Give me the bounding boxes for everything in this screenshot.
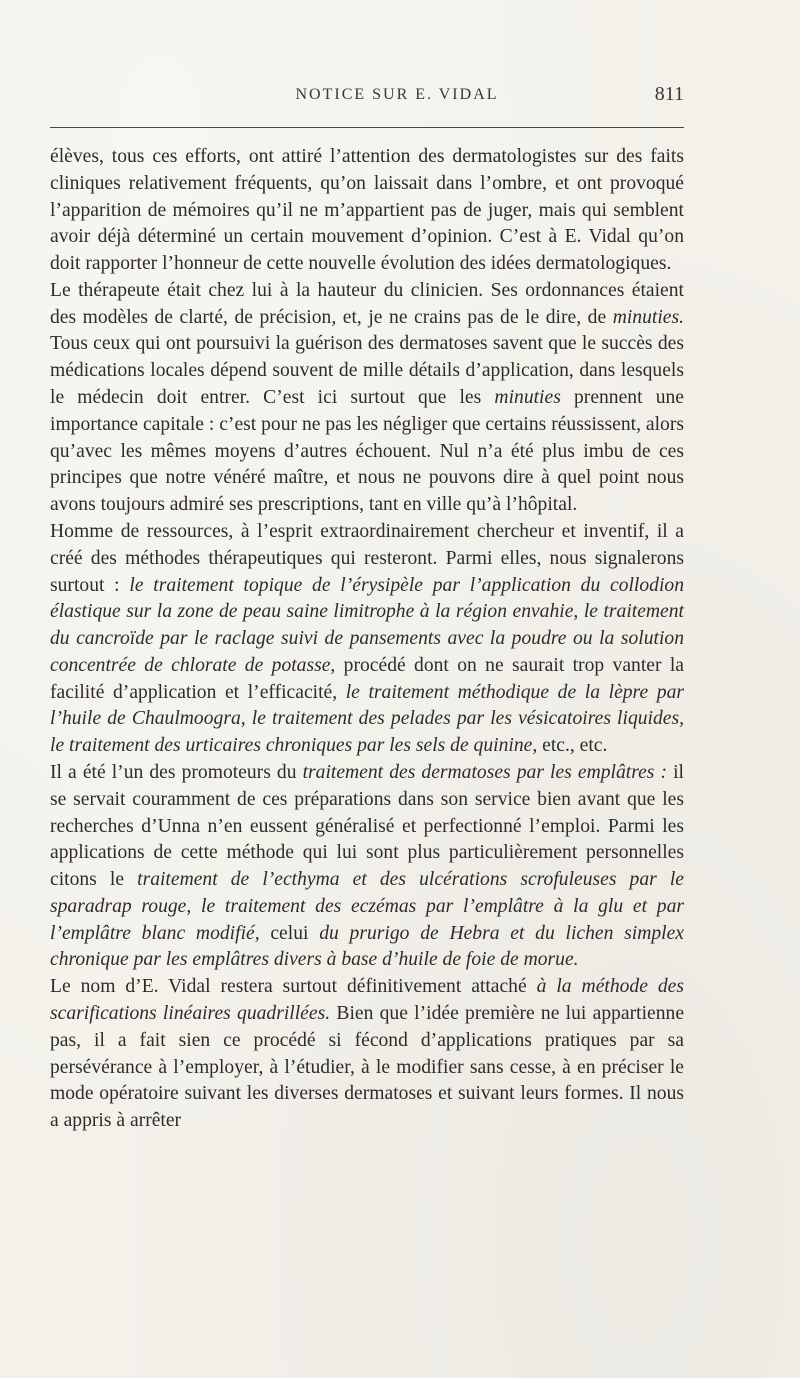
italic-text: traitement des dermatoses par les emplâtres : bbox=[302, 761, 668, 783]
text-segment: Bien que l’idée première ne lui appartienne pas, il a fait sien ce procédé si fécond d’applications pratiques par sa persévérance à l’employer, à l’étudier, à le modifier sans cesse, à en préciser le mode opératoire suivant les diverses dermatoses et suivant leurs formes. Il nous a appris à arrêter bbox=[50, 1003, 685, 1132]
italic-text: minuties. bbox=[612, 306, 684, 328]
paragraph bbox=[50, 278, 684, 519]
text-segment: Le thérapeute était chez lui à la hauteur du clinicien. Ses ordonnances étaient des modèles de clarté, de précision, et, je ne crains pas de le dire, de bbox=[50, 279, 684, 328]
italic-text: traitement de l’ecthyma et des ulcérations scrofuleuses par le sparadrap rouge, le traitement des eczémas par l’emplâtre à la glu et par l’emplâtre blanc modifié, bbox=[50, 869, 684, 944]
text-segment: Le nom d’E. Vidal restera surtout définitivement attaché bbox=[50, 976, 537, 998]
text-segment: il se servait couramment de ces préparations dans son service bien avant que les recherches d’Unna n’en eussent généralisé et perfectionné l’emploi. Parmi les applications de cette méthode qui lui sont plus particulièrement personnelles citons le bbox=[50, 761, 684, 891]
paragraph bbox=[50, 144, 684, 278]
paragraph bbox=[50, 760, 684, 974]
paragraph bbox=[50, 519, 684, 760]
page-header bbox=[50, 83, 684, 116]
text-segment: procédé dont on ne saurait trop vanter la facilité d’application et l’efficacité, bbox=[50, 654, 684, 703]
italic-text: le traitement topique de l’érysipèle par l’application du collodion élastique sur la zone de peau saine limitrophe à la région envahie, le traitement du cancroïde par le raclage suivi de pansements avec la poudre ou la solution concentrée de chlorate de potasse, bbox=[50, 574, 685, 676]
running-title: NOTICE SUR E. VIDAL bbox=[295, 86, 499, 103]
italic-text: minuties bbox=[494, 387, 561, 409]
text-segment: etc., etc. bbox=[537, 735, 608, 757]
italic-text: du prurigo de Hebra et du lichen simplex chronique par les emplâtres divers à base d’huile de foie de morue. bbox=[50, 922, 684, 971]
text-segment: Tous ceux qui ont poursuivi la guérison des dermatoses savent que le succès des médications locales dépend souvent de mille détails d’application, dans lesquels le médecin doit entrer. C’est ici surtout que les bbox=[50, 333, 684, 409]
page-number: 811 bbox=[654, 83, 684, 105]
body-text bbox=[50, 144, 684, 1135]
text-segment: prennent une importance capitale : c’est pour ne pas les négliger que certains réussissent, alors qu’avec les mêmes moyens d’autres échouent. Nul n’a été plus imbu de ces principes que notre vénéré maître, et nous ne pouvons dire à quel point nous avons toujours admiré ses prescriptions, tant en ville qu’à l’hôpital. bbox=[50, 387, 684, 516]
text-segment: celui bbox=[259, 922, 320, 944]
italic-text: le traitement méthodique de la lèpre par l’huile de Chaulmoogra, le traitement des pelades par les vésicatoires liquides, le traitement des urticaires chroniques par les sels de quinine, bbox=[50, 681, 684, 757]
italic-text: à la méthode des scarifications linéaires quadrillées. bbox=[50, 976, 684, 1024]
paragraph bbox=[50, 974, 684, 1135]
header-rule bbox=[50, 127, 684, 128]
text-segment: Homme de ressources, à l’esprit extraordinairement chercheur et inventif, il a créé des méthodes thérapeutiques qui resteront. Parmi elles, nous signalerons surtout : bbox=[50, 520, 684, 596]
text-segment: Il a été l’un des promoteurs du bbox=[50, 761, 303, 783]
text-segment: élèves, tous ces efforts, ont attiré l’attention des dermatologistes sur des faits cliniques relativement fréquents, qu’on laissait dans l’ombre, et ont provoqué l’apparition de mémoires qu’il ne m’appartient pas de juger, mais qui semblent avoir déjà déterminé un certain mouvement d’opinion. C’est à E. Vidal qu’on doit rapporter l’honneur de cette nouvelle évolution des idées dermatologiques. bbox=[50, 146, 684, 275]
